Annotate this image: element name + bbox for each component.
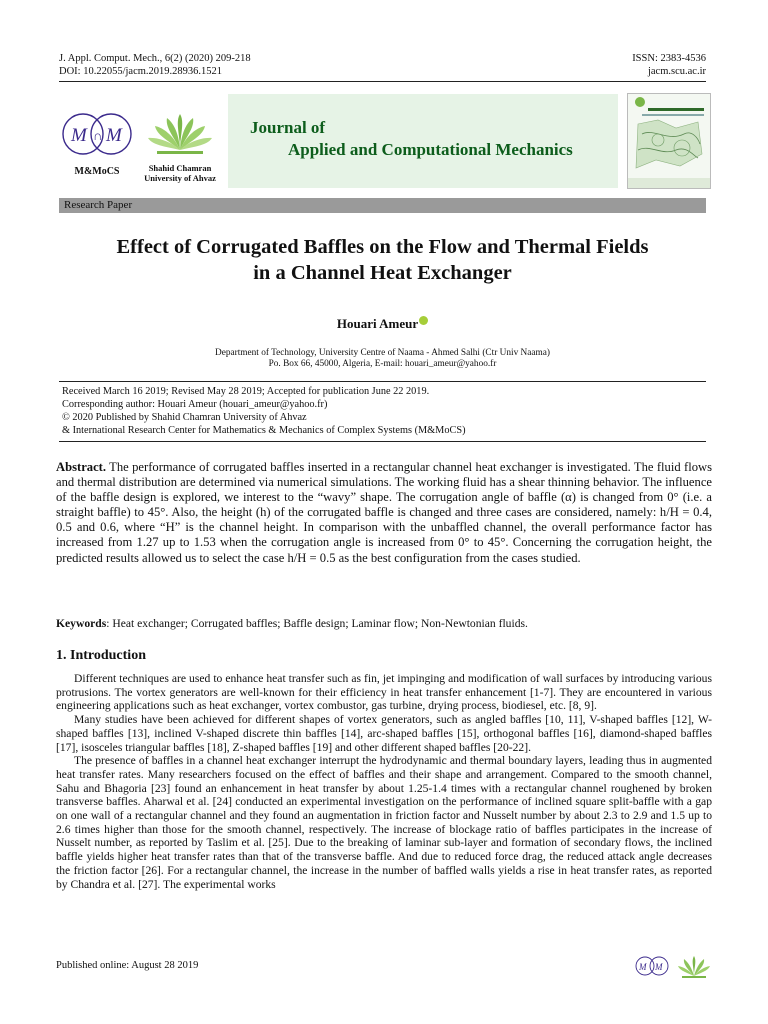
footer-logos <box>634 952 714 980</box>
copyright-line-2: & International Research Center for Mathematics & Mechanics of Complex Systems (M&MoCS) <box>62 425 466 436</box>
paragraph: Different techniques are used to enhance heat transfer such as fin, jet impinging and modification of wall surfaces by introducing various protrusions. The vortex generators are well-known for their efficiency in heat transfer enhancement [1-7]. They are encountered in various engineering applications such as heat exchanger, vortex combustor, gas turbine, drying process, biodiesel, etc. [8, 9]. <box>56 672 712 713</box>
corresponding-line: Corresponding author: Houari Ameur (houari_ameur@yahoo.fr) <box>62 399 328 410</box>
journal-title-line2: Applied and Computational Mechanics <box>288 140 573 159</box>
svg-text:M: M <box>639 962 647 972</box>
received-line: Received March 16 2019; Revised May 28 2019; Accepted for publication June 22 2019. <box>62 386 430 397</box>
svg-text:M: M <box>655 962 663 972</box>
shahid-chamran-caption: Shahid Chamran University of Ahvaz <box>144 163 216 183</box>
mm-logo-icon <box>59 110 135 160</box>
author <box>59 316 706 332</box>
journal-cover-image <box>627 93 711 189</box>
abstract-text: The performance of corrugated baffles inserted in a rectangular channel heat exchanger is investigated. The fluid flows and thermal distribution are determined via numerical simulations. The working fluid has a shear thinning behavior. The influence of the baffle design is explored, we interest to the “wavy” shape. The corrugation angle of baffle (α) is changed from 0° (i.e. a straight baffle) to 45°. Also, the height (h) of the corrugated baffle is changed and three cases are considered, namely: h/H = 0.4, 0.5 and 0.6, where “H” is the channel height. In comparison with the unbaffled channel, the overall performance factor has increased from 1.27 up to 1.53 when the corrugation angle is increased from 0° to 45°. Concerning the corrugation height, the predicted results allowed us to select the case h/H = 0.5 as the best configuration from the cases studied. <box>56 460 712 565</box>
shahid-chamran-logo-icon <box>145 110 215 156</box>
abstract <box>56 460 712 566</box>
journal-title-box <box>228 94 618 188</box>
svg-text:M: M <box>106 125 122 146</box>
paragraph: Many studies have been achieved for different shapes of vortex generators, such as angled baffles [10, 11], V-shaped baffles [12], W-shaped baffles [13], inclined V-shaped discrete thin baffles [14], arc-shaped baffles [15], orthogonal baffles [16], diamond-shaped baffles [17], isosceles triangular baffles [18], Z-shaped baffles [19] and other different shaped baffles [20-22]. <box>56 713 712 754</box>
article-history <box>62 385 466 437</box>
divider-bottom <box>59 441 706 442</box>
keywords-label: Keywords <box>56 617 107 630</box>
doi[interactable]: DOI: 10.22055/jacm.2019.28936.1521 <box>59 66 223 77</box>
author-name[interactable]: Houari Ameur <box>336 316 419 331</box>
abstract-label: Abstract. <box>56 460 107 474</box>
footer-mm-logo-icon <box>636 957 668 975</box>
keywords <box>56 617 712 630</box>
issn: ISSN: 2383-4536 <box>632 53 706 64</box>
introduction-body <box>56 672 712 891</box>
paper-type-bar <box>59 198 706 213</box>
mm-logo <box>59 110 135 177</box>
mm-logo-caption: M&MoCS <box>74 166 120 177</box>
keywords-text: : Heat exchanger; Corrugated baffles; Baffle design; Laminar flow; Non-Newtonian fluids. <box>106 617 528 630</box>
orcid-icon[interactable] <box>419 316 428 325</box>
shahid-chamran-logo <box>141 110 219 183</box>
paper-type-label: Research Paper <box>64 199 133 211</box>
divider-top <box>59 381 706 382</box>
journal-site[interactable]: jacm.scu.ac.ir <box>647 66 706 77</box>
citation-block <box>59 52 251 78</box>
svg-text:∩: ∩ <box>93 128 103 143</box>
paragraph: The presence of baffles in a channel heat exchanger interrupt the hydrodynamic and thermal boundary layers, leading thus in augmented heat transfer rates. Many researchers focused on the effect of baffles and their shape and arrangement. Compared to the smooth channel, Sahu and Bhagoria [23] found an enhancement in heat transfer by about 1.25-1.4 times with a rectangular channel roughened by broken transverse baffles. Aharwal et al. [24] conducted an experimental investigation on the performance of inclined square split-baffle with a gap on one wall of a rectangular channel and they found an augmentation in friction factor and Nusselt number by about 2.3 to 2.9 and 1.5 up to 2.6 times higher than those for the smooth channel, respectively. The increase of blockage ratio of baffles participates in the increase of Nusselt number, as reported by Taslim et al. [25]. Due to the breaking of laminar sub-layer and formation of secondary flows, the inclined baffle yields higher heat transfer rates than that of the transverse baffle. And due to reduced force drag, the reduced attack angle decreases the friction factor [26]. For a rectangular channel, the increase in the number of baffled walls yields a rise in heat transfer rates, as reported by Chandra et al. [27]. The experimental works <box>56 754 712 891</box>
header-rule <box>59 81 706 82</box>
citation: J. Appl. Comput. Mech., 6(2) (2020) 209-218 <box>59 53 251 64</box>
affiliation: Department of Technology, University Centre of Naama - Ahmed Salhi (Ctr Univ Naama) Po. Box 66, 45000, Algeria, E-mail: houari_ameur@yahoo.fr <box>215 348 550 369</box>
footer-shahid-chamran-icon <box>678 956 710 978</box>
published-online: Published online: August 28 2019 <box>56 960 199 971</box>
copyright-line-1: © 2020 Published by Shahid Chamran University of Ahvaz <box>62 412 307 423</box>
section-title: 1. Introduction <box>56 648 146 663</box>
paper-title: Effect of Corrugated Baffles on the Flow and Thermal Fields in a Channel Heat Exchanger <box>116 236 649 284</box>
svg-text:M: M <box>71 125 87 146</box>
journal-title-line1: Journal of <box>250 118 326 137</box>
issn-block <box>632 52 706 78</box>
